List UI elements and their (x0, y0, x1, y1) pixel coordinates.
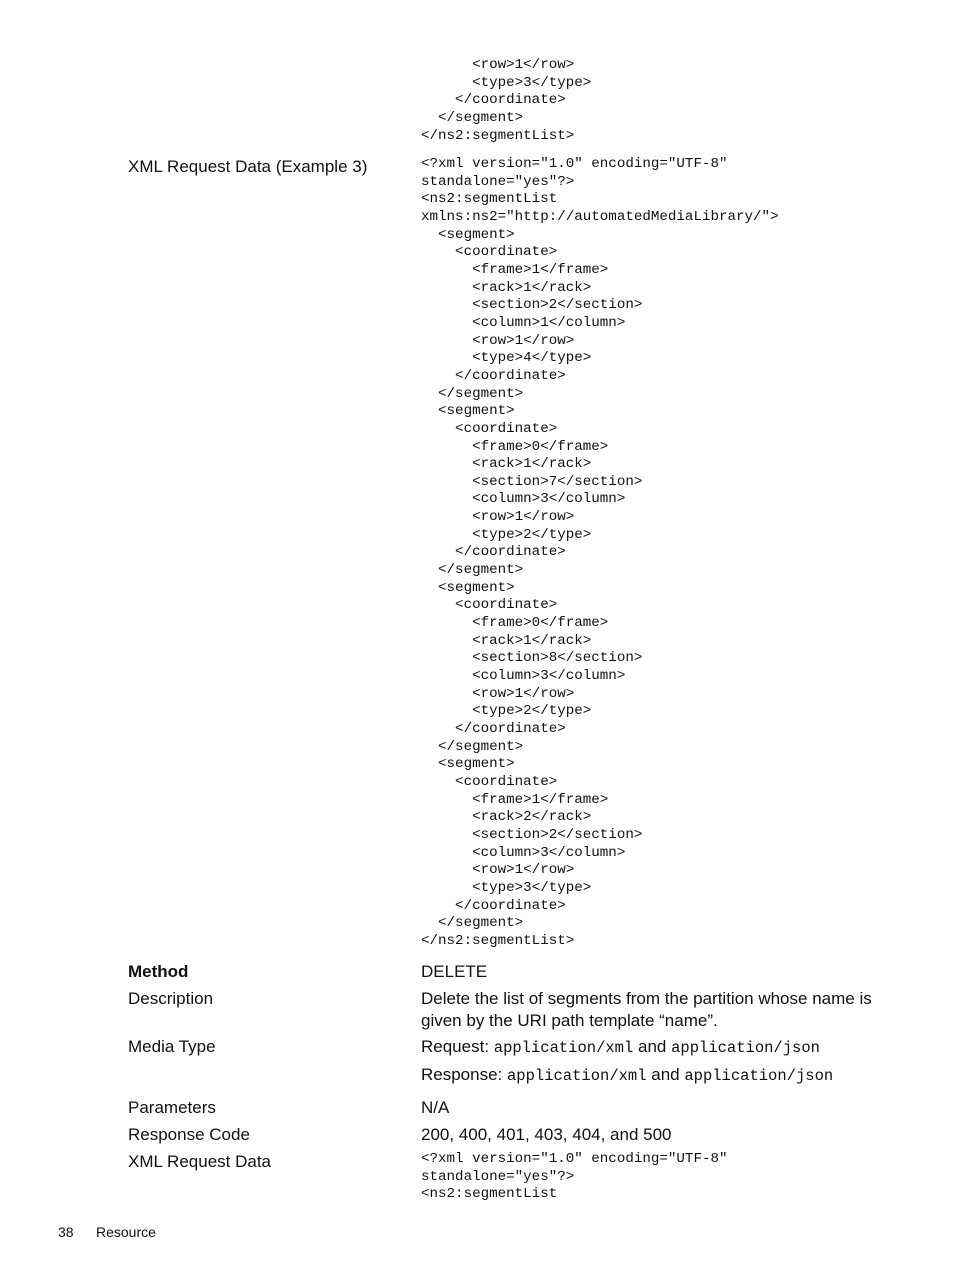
request-prefix: Request: (421, 1037, 494, 1056)
media-type-response (421, 1064, 881, 1087)
response-and: and (646, 1065, 685, 1084)
response-code-value: 200, 400, 401, 403, 404, and 500 (421, 1125, 672, 1144)
response-type-json: application/json (684, 1067, 834, 1085)
response-prefix: Response: (421, 1065, 507, 1084)
example3-label: XML Request Data (Example 3) (128, 157, 368, 176)
request-type-json: application/json (671, 1039, 820, 1057)
media-type-request (421, 1036, 881, 1059)
response-code-label: Response Code (128, 1125, 250, 1144)
parameters-label: Parameters (128, 1098, 216, 1117)
description-label: Description (128, 989, 214, 1008)
method-label: Method (128, 962, 189, 981)
xml-request-code-block: <?xml version="1.0" encoding="UTF-8" standalone="yes"?> <ns2:segmentList (421, 1151, 728, 1203)
page-number: 38 (58, 1224, 74, 1240)
xml-request-label: XML Request Data (128, 1152, 271, 1171)
description-value: Delete the list of segments from the partition whose name is given by the URI path template “name”. (421, 989, 872, 1030)
request-and: and (633, 1037, 672, 1056)
top-code-block: <row>1</row> <type>3</type> </coordinate> </segment> </ns2:segmentList> (421, 57, 592, 144)
example3-code-block: <?xml version="1.0" encoding="UTF-8" standalone="yes"?> <ns2:segmentList xmlns:ns2="http://automatedMediaLibrary/"> <segment> <coordinate> <frame>1</frame> <rack>1</rack> <section>2</section> <column>1</column> <row>1</row> <type>4</type> </coordinate> </segment> <segment> <coordinate> <frame>0</frame> <rack>1</rack> <section>7</section> <column>3</column> <row>1</row> <type>2</type> </coordinate> </segment> <segment> <coordinate> <frame>0</frame> <rack>1</rack> <section>8</section> <column>3</column> <row>1</row> <type>2</type> </coordinate> </segment> <segment> <coordinate> <frame>1</frame> <rack>2</rack> <section>2</section> <column>3</column> <row>1</row> <type>3</type> </coordinate> </segment> </ns2:segmentList> (421, 156, 779, 949)
parameters-value: N/A (421, 1098, 450, 1117)
request-type-xml: application/xml (493, 1039, 634, 1057)
response-type-xml: application/xml (507, 1067, 647, 1085)
method-value: DELETE (421, 962, 488, 981)
media-type-label: Media Type (128, 1037, 216, 1056)
footer-section: Resource (96, 1224, 156, 1240)
